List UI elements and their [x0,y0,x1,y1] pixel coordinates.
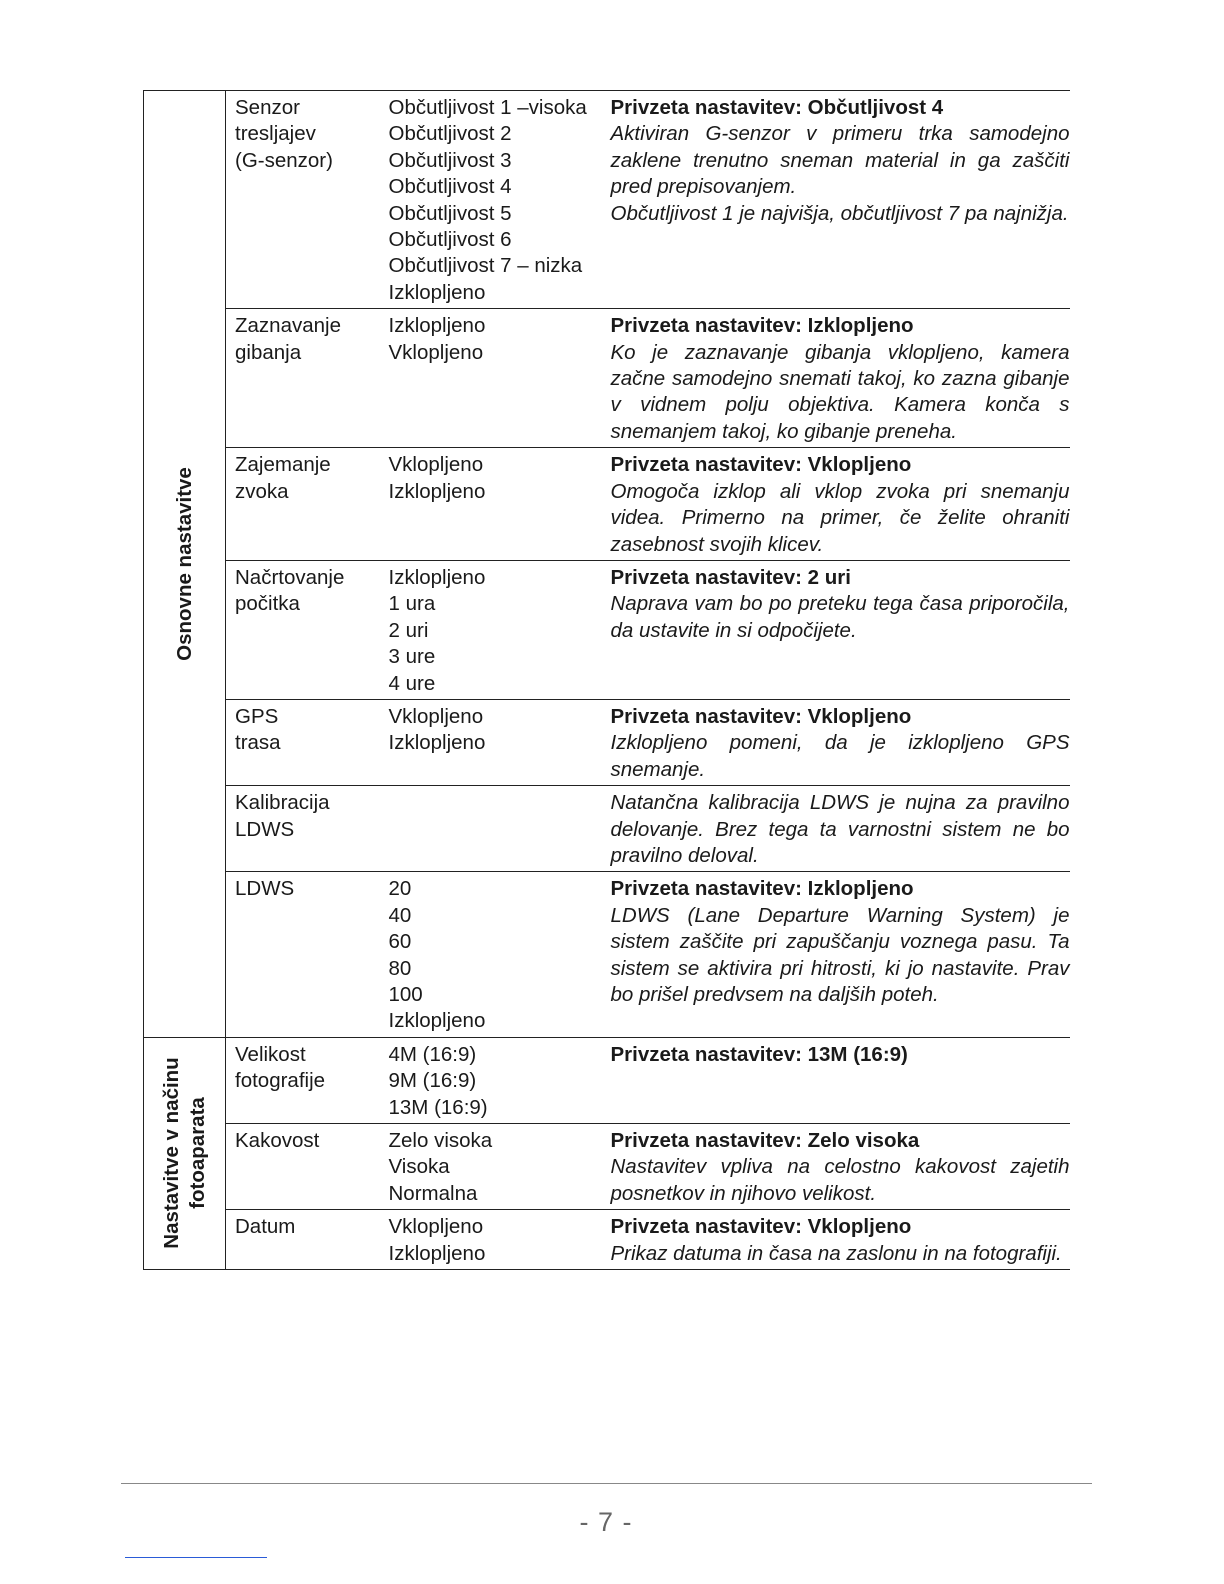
page-number: - 7 - [579,1507,633,1537]
table-row [144,560,1070,699]
setting-options [380,1037,597,1123]
default-value: Privzeta nastavitev: Vklopljeno [610,704,912,728]
option-value: Občutljivost 1 –visoka [388,96,587,119]
option-value: Zelo visoka [388,1129,493,1153]
option-value: Občutljivost 7 – nizka [388,254,583,278]
table-row [144,1210,1070,1270]
option-value: 13M (16:9) [388,1095,488,1119]
setting-name-line: Kakovost [235,1129,320,1153]
setting-name-line: Datum [235,1215,296,1239]
setting-name-line: počitka [235,592,300,616]
setting-options [380,309,597,448]
option-value: Izklopljeno [388,1009,486,1033]
description-text: LDWS (Lane Departure Warning System) je sistem zaščite pri zapuščanju voznega pasu. Ta sistem se aktivira pri hitrosti, ki jo nastavite. Prav bo prišel predvsem na daljših poteh. [610,903,1070,1006]
description-text: Nastavitev vpliva na celostno kakovost zajetih posnetkov in njihovo velikost. [610,1155,1070,1205]
setting-name-line: fotografije [235,1069,326,1093]
setting-name [226,91,380,309]
option-value: 60 [388,930,412,954]
option-value: 1 ura [388,592,436,616]
setting-name-line: tresljajev [235,122,316,146]
setting-name-line: LDWS [235,877,295,901]
description-text: Natančna kalibracija LDWS je nujna za pravilno delovanje. Brez tega ta varnostni sistem ne bo pravilno deloval. [610,791,1070,867]
table-row [144,448,1070,561]
setting-description [597,1037,1070,1123]
footer-link-underline [125,1557,267,1558]
setting-name-line: Zaznavanje [235,314,341,338]
default-value: Privzeta nastavitev: Vklopljeno [610,1215,912,1239]
description-text: Omogoča izklop ali vklop zvoka pri snemanju videa. Primerno na primer, če želite ohraniti zasebnost svojih klicev. [610,479,1070,556]
setting-name-line: GPS [235,704,279,728]
option-value: Izklopljeno [388,565,486,589]
setting-options [380,91,597,309]
setting-options [380,699,597,785]
setting-description [597,560,1070,699]
setting-description [597,1210,1070,1270]
option-value: 100 [388,983,423,1006]
option-value: Vklopljeno [388,340,484,364]
default-value: Privzeta nastavitev: Izklopljeno [610,877,914,901]
option-value: Izklopljeno [388,314,486,338]
section-label-line: fotoaparata [185,1097,209,1210]
option-value: 40 [388,903,412,927]
setting-name-line: Zajemanje [235,453,331,477]
setting-name [226,699,380,785]
setting-description [597,309,1070,448]
description-text: Občutljivost 1 je najvišja, občutljivost 7 pa najnižja. [610,201,1069,225]
section-label: Osnovne nastavitve [172,467,196,661]
setting-name [226,786,380,872]
option-value: Izklopljeno [388,1241,486,1265]
option-value: Vklopljeno [388,1215,484,1239]
description-text: Aktiviran G-senzor v primeru trka samodejno zaklene trenutno sneman material in ga zaščiti pred prepisovanjem. [610,122,1070,199]
option-value: 80 [388,956,412,980]
table-row [144,699,1070,785]
setting-options [380,786,597,872]
default-value: Privzeta nastavitev: 13M (16:9) [610,1042,908,1066]
default-value: Privzeta nastavitev: Zelo visoka [610,1129,920,1153]
option-value: 4 ure [388,671,436,695]
setting-options [380,560,597,699]
option-value: Vklopljeno [388,453,484,477]
table-row [144,786,1070,872]
setting-options [380,1210,597,1270]
option-value: 20 [388,877,412,901]
default-value: Privzeta nastavitev: 2 uri [610,565,851,589]
table-row [144,1124,1070,1210]
option-value: 9M (16:9) [388,1069,477,1093]
description-text: Prikaz datuma in časa na zaslonu in na fotografiji. [610,1241,1062,1265]
table-row [144,91,1070,309]
settings-table [143,90,1070,1270]
setting-description [597,786,1070,872]
setting-name [226,448,380,561]
setting-description [597,1124,1070,1210]
setting-name-line: gibanja [235,340,302,364]
option-value: 4M (16:9) [388,1042,477,1066]
setting-name-line: zvoka [235,479,289,503]
description-text: Ko je zaznavanje gibanja vklopljeno, kamera začne samodejno snemati takoj, ko zazna gibanje v vidnem polju objektiva. Kamera konča s snemanjem takoj, ko gibanje preneha. [610,340,1070,443]
option-value: Izklopljeno [388,280,486,304]
setting-name-line: Senzor [235,96,300,119]
setting-name-line: trasa [235,731,281,755]
table-row [144,309,1070,448]
setting-name-line: LDWS [235,817,295,841]
option-value: Izklopljeno [388,731,486,755]
section-label [159,1058,211,1249]
setting-name [226,1124,380,1210]
option-value: Normalna [388,1181,478,1205]
setting-name-line: Kalibracija [235,791,330,815]
setting-name-line: Načrtovanje [235,565,345,589]
option-value: Občutljivost 2 [388,122,512,146]
option-value: Visoka [388,1155,450,1179]
description-text: Naprava vam bo po preteku tega časa priporočila, da ustavite in si odpočijete. [610,592,1070,642]
setting-description [597,699,1070,785]
description-text: Izklopljeno pomeni, da je izklopljeno GPS snemanje. [610,731,1070,781]
setting-name [226,309,380,448]
section-cell [144,1037,226,1269]
section-label-line: Nastavitve v načinu [159,1057,183,1250]
table-row [144,1037,1070,1123]
option-value: Vklopljeno [388,704,484,728]
option-value: 3 ure [388,645,436,669]
option-value: 2 uri [388,618,429,642]
setting-description [597,91,1070,309]
setting-name [226,872,380,1037]
setting-name-line: Velikost [235,1042,306,1066]
option-value: Občutljivost 4 [388,175,512,199]
default-value: Privzeta nastavitev: Občutljivost 4 [610,96,944,119]
table-row [144,872,1070,1037]
setting-name [226,560,380,699]
option-value: Občutljivost 5 [388,201,512,225]
setting-options [380,1124,597,1210]
default-value: Privzeta nastavitev: Vklopljeno [610,453,912,477]
setting-description [597,872,1070,1037]
setting-options [380,448,597,561]
setting-options [380,872,597,1037]
footer-divider [121,1483,1092,1484]
setting-name [226,1037,380,1123]
option-value: Izklopljeno [388,479,486,503]
setting-name [226,1210,380,1270]
setting-description [597,448,1070,561]
section-cell [144,91,226,1038]
option-value: Občutljivost 6 [388,228,512,252]
option-value: Občutljivost 3 [388,148,512,172]
default-value: Privzeta nastavitev: Izklopljeno [610,314,914,338]
setting-name-line: (G-senzor) [235,148,333,172]
